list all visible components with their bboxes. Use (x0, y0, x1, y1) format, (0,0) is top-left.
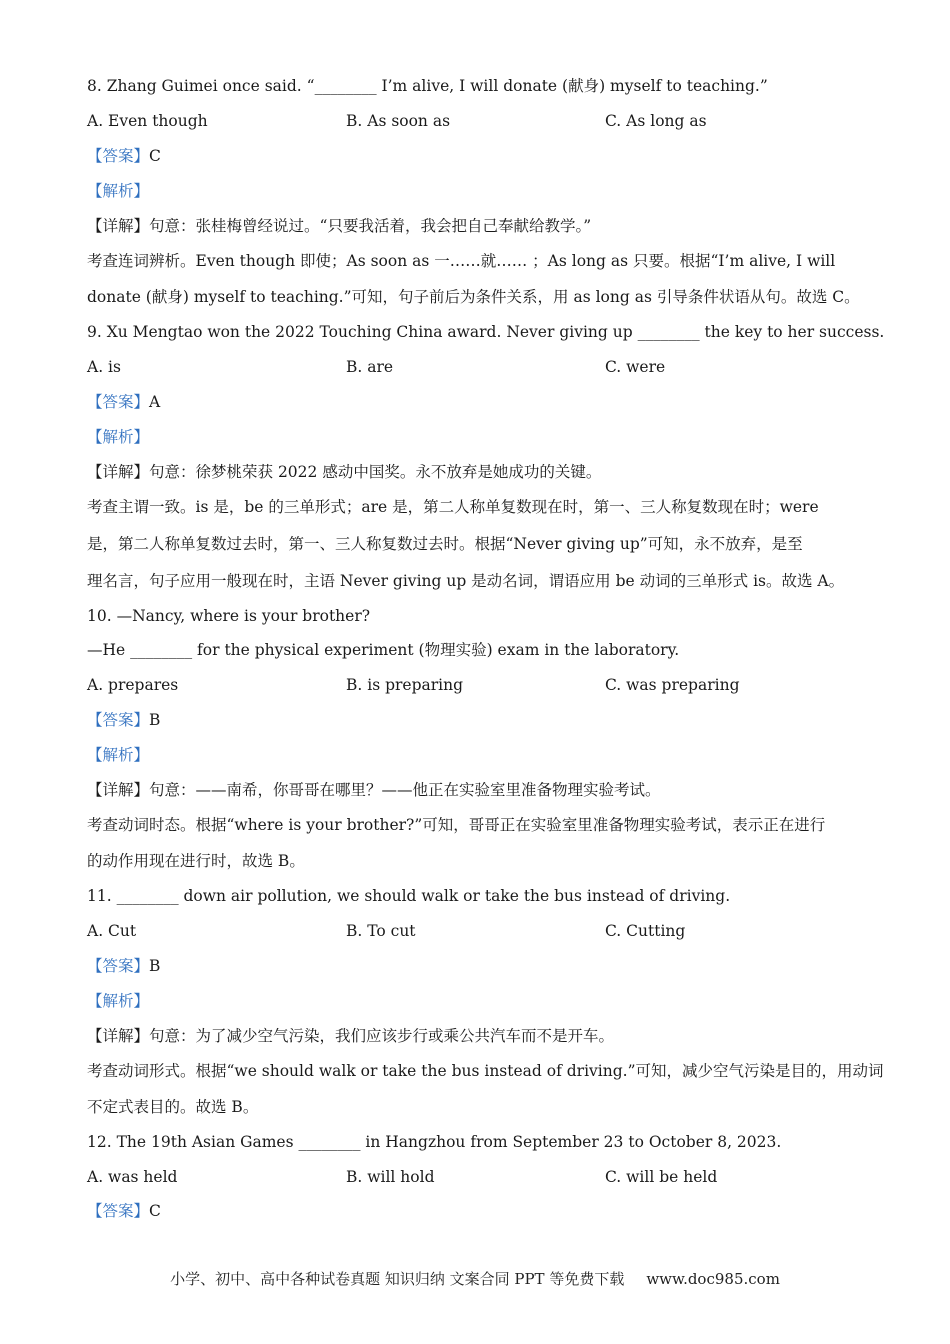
q11-analysis-tag: 【解析】 (87, 992, 150, 1010)
q10-option-c: C. was preparing (605, 676, 740, 694)
question-11-stem: 11. ________ down air pollution, we should walk or take the bus instead of driving. (87, 887, 731, 905)
question-12-stem: 12. The 19th Asian Games ________ in Hangzhou from September 23 to October 8, 2023. (87, 1133, 782, 1151)
answer-value: C (149, 147, 161, 165)
q9-analysis-tag: 【解析】 (87, 428, 150, 446)
footer-link[interactable]: www.doc985.com (646, 1270, 780, 1288)
question-9-stem: 9. Xu Mengtao won the 2022 Touching China award. Never giving up ________ the key to her success. (87, 323, 885, 341)
q11-detail (87, 1026, 614, 1046)
footer-text: 小学、初中、高中各种试卷真题 知识归纳 文案合同 PPT 等免费下载 (170, 1270, 625, 1288)
answer-tag: 【答案】 (87, 711, 150, 729)
q12-option-a: A. was held (87, 1168, 178, 1186)
q8-option-a: A. Even though (87, 112, 208, 130)
answer-tag: 【答案】 (87, 393, 150, 411)
answer-value: B (149, 957, 161, 975)
q9-option-b: B. are (346, 358, 394, 376)
detail-tag: 【详解】 (87, 781, 150, 799)
question-10-stem: 10. —Nancy, where is your brother? (87, 607, 371, 625)
q10-explanation-2: 的动作用现在进行时，故选 B。 (87, 852, 305, 870)
q11-option-c: C. Cutting (605, 922, 686, 940)
q9-option-c: C. were (605, 358, 666, 376)
detail-text: 句意：——南希，你哥哥在哪里？——他正在实验室里准备物理实验考试。 (149, 781, 661, 799)
question-10-stem-2: —He ________ for the physical experiment (物理实验) exam in the laboratory. (87, 641, 680, 659)
q8-answer (87, 146, 161, 166)
answer-tag: 【答案】 (87, 147, 150, 165)
answer-tag: 【答案】 (87, 957, 150, 975)
q10-detail (87, 780, 661, 800)
q12-answer (87, 1201, 161, 1221)
detail-text: 句意：徐梦桃荣获 2022 感动中国奖。永不放弃是她成功的关键。 (149, 463, 602, 481)
q12-option-b: B. will hold (346, 1168, 435, 1186)
q11-answer (87, 956, 160, 976)
q11-option-b: B. To cut (346, 922, 416, 940)
q9-explanation-1: 考查主谓一致。is 是，be 的三单形式；are 是，第二人称单复数现在时，第一、三人称复数现在时；were (87, 498, 819, 516)
page-footer (0, 1268, 950, 1290)
detail-tag: 【详解】 (87, 463, 150, 481)
question-8-stem: 8. Zhang Guimei once said. “________ I’m alive, I will donate (献身) myself to teaching.” (87, 77, 768, 95)
q10-explanation-1: 考查动词时态。根据“where is your brother?”可知，哥哥正在实验室里准备物理实验考试，表示正在进行 (87, 816, 826, 834)
q9-option-a: A. is (87, 358, 121, 376)
detail-tag: 【详解】 (87, 217, 150, 235)
detail-text: 句意：张桂梅曾经说过。“只要我活着，我会把自己奉献给教学。” (149, 217, 592, 235)
q11-explanation-2: 不定式表目的。故选 B。 (87, 1098, 259, 1116)
q10-option-a: A. prepares (87, 676, 179, 694)
q9-detail (87, 462, 601, 482)
q8-explanation-1: 考查连词辨析。Even though 即使；As soon as 一……就…… ；As long as 只要。根据“I’m alive, I will (87, 252, 836, 270)
detail-tag: 【详解】 (87, 1027, 150, 1045)
detail-text: 句意：为了减少空气污染，我们应该步行或乘公共汽车而不是开车。 (149, 1027, 615, 1045)
answer-tag: 【答案】 (87, 1202, 150, 1220)
q9-answer (87, 392, 160, 412)
q10-answer (87, 710, 160, 730)
q8-option-b: B. As soon as (346, 112, 451, 130)
q11-option-a: A. Cut (87, 922, 137, 940)
q8-analysis-tag: 【解析】 (87, 182, 150, 200)
q8-explanation-2: donate (献身) myself to teaching.”可知，句子前后为条件关系，用 as long as 引导条件状语从句。故选 C。 (87, 288, 860, 306)
answer-value: A (149, 393, 161, 411)
q12-option-c: C. will be held (605, 1168, 718, 1186)
q9-explanation-3: 理名言，句子应用一般现在时，主语 Never giving up 是动名词，谓语应用 be 动词的三单形式 is。故选 A。 (87, 572, 845, 590)
q8-option-c: C. As long as (605, 112, 707, 130)
q10-option-b: B. is preparing (346, 676, 464, 694)
q10-analysis-tag: 【解析】 (87, 746, 150, 764)
q9-explanation-2: 是，第二人称单复数过去时，第一、三人称复数过去时。根据“Never giving up”可知，永不放弃，是至 (87, 535, 803, 553)
answer-value: C (149, 1202, 161, 1220)
q8-detail (87, 216, 591, 236)
q11-explanation-1: 考查动词形式。根据“we should walk or take the bus instead of driving.”可知，减少空气污染是目的，用动词 (87, 1062, 884, 1080)
answer-value: B (149, 711, 161, 729)
